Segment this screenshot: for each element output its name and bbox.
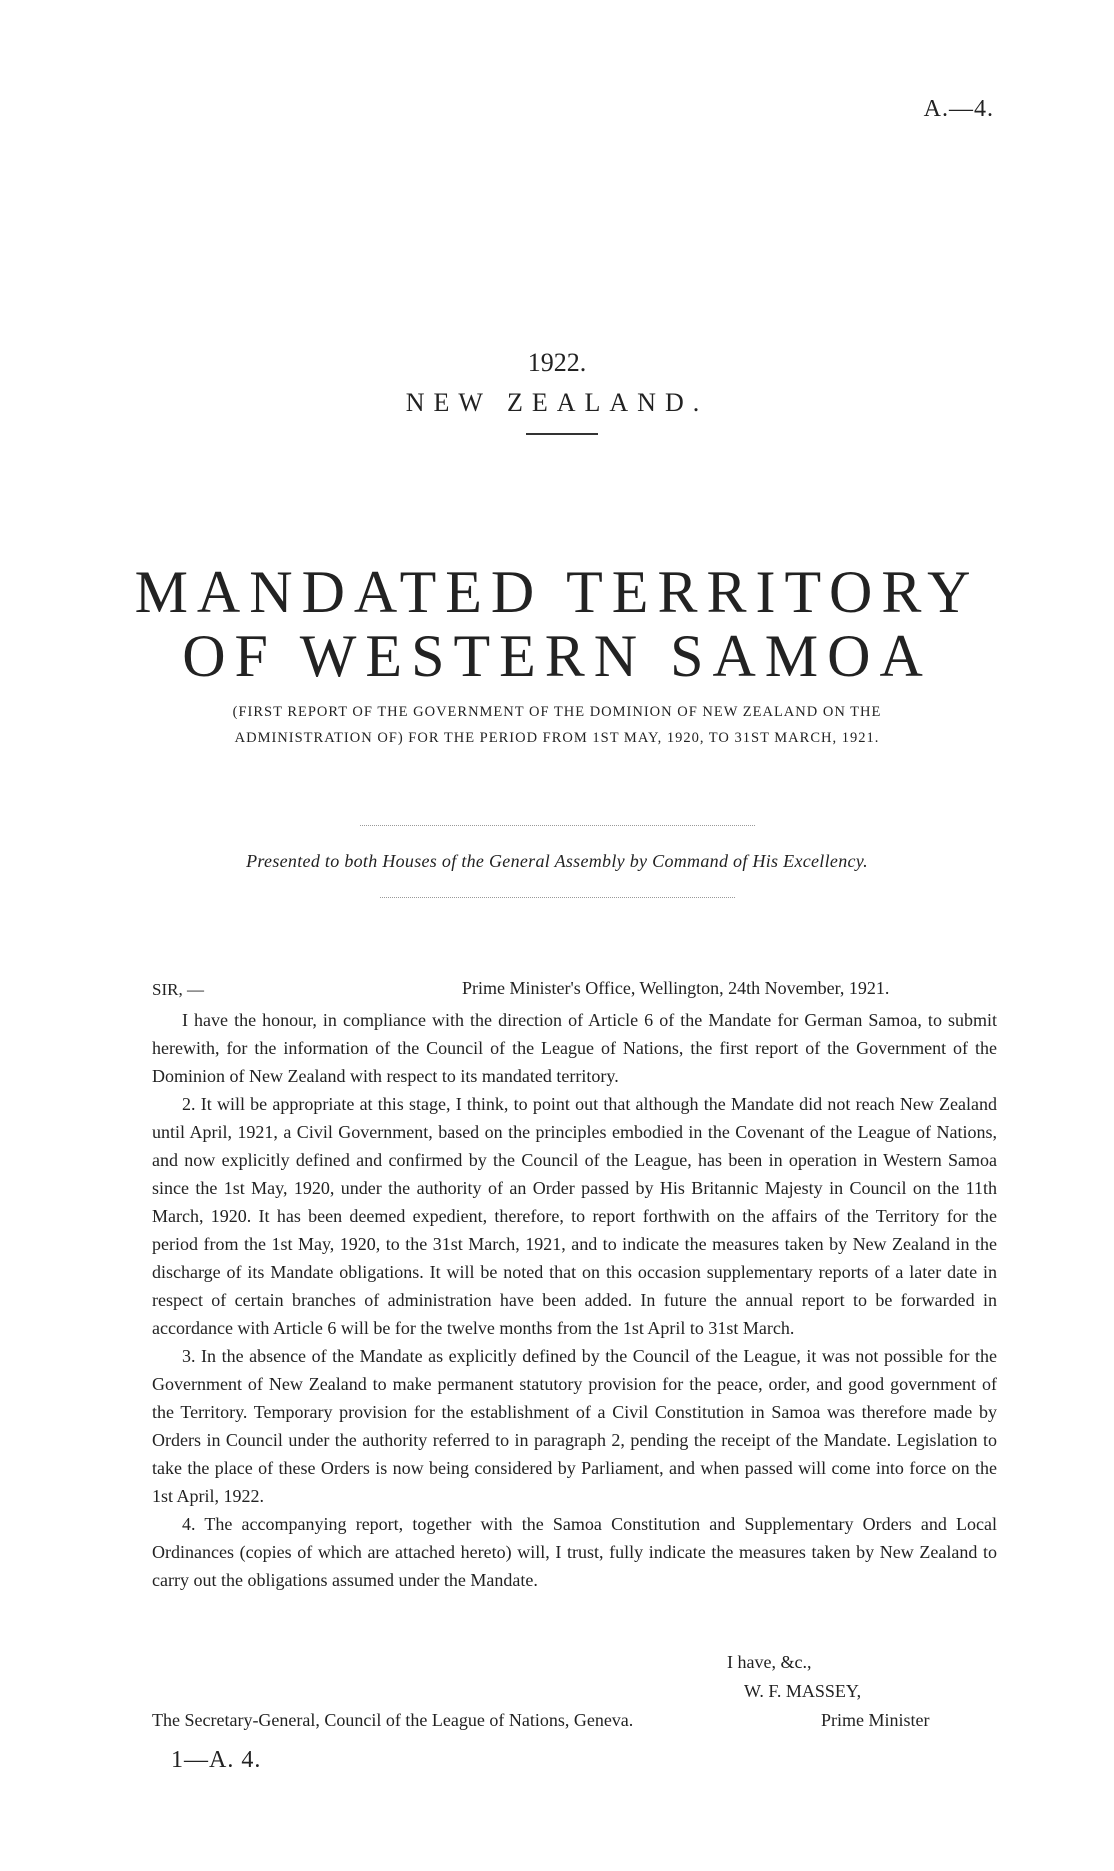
dotted-divider-bottom — [380, 897, 735, 898]
footer-code: 1—A. 4. — [171, 1747, 262, 1773]
country-heading: NEW ZEALAND. — [405, 388, 709, 417]
short-divider — [526, 433, 598, 435]
main-title-line-2: OF WESTERN SAMOA — [182, 623, 932, 689]
closing: I have, &c., — [727, 1652, 812, 1672]
dateline: Prime Minister's Office, Wellington, 24th November, 1921. — [462, 978, 890, 998]
document-code-header: A.—4. — [923, 96, 994, 122]
subtitle-line-2: ADMINISTRATION OF) FOR THE PERIOD FROM 1ST MAY, 1920, TO 31ST MARCH, 1921. — [234, 730, 880, 746]
signer-title: Prime Minister — [821, 1710, 930, 1730]
year: 1922. — [527, 348, 587, 377]
presented-notice: Presented to both Houses of the General Assembly by Command of His Excellency. — [246, 851, 868, 871]
paragraph-2: 2. It will be appropriate at this stage, I think, to point out that although the Mandate did not reach New Zealand until April, 1921, a Civil Government, based on the principles embodied in the Covenant of the League of Nations, and now explicitly defined and confirmed by the Council of the League, has been in operation in Western Samoa since the 1st May, 1920, under the authority of an Order passed by His Britannic Majesty in Council on the 11th March, 1920. It has been deemed expedient, therefore, to report forthwith on the affairs of the Territory for the period from the 1st May, 1920, to the 31st March, 1921, and to indicate the measures taken by New Zealand in the discharge of its Mandate obligations. It will be noted that on this occasion supplementary reports of a later date in respect of certain branches of administration have been added. In future the annual report to be forwarded in accordance with Article 6 will be for the twelve months from the 1st April to 31st March. — [152, 1094, 997, 1338]
paragraph-1: I have the honour, in compliance with the direction of Article 6 of the Mandate for German Samoa, to submit herewith, for the information of the Council of the League of Nations, the first report of the Government of the Dominion of New Zealand with respect to its mandated territory. — [152, 1010, 997, 1086]
paragraph-4: 4. The accompanying report, together with the Samoa Constitution and Supplementary Orders and Local Ordinances (copies of which are attached hereto) will, I trust, fully indicate the measures taken by New Zealand to carry out the obligations assumed under the Mandate. — [152, 1514, 997, 1590]
salutation: SIR, — — [152, 980, 204, 999]
letter-body — [152, 1006, 997, 1594]
subtitle-line-1: (FIRST REPORT OF THE GOVERNMENT OF THE DOMINION OF NEW ZEALAND ON THE — [232, 704, 882, 720]
paragraph-3: 3. In the absence of the Mandate as explicitly defined by the Council of the League, it was not possible for the Government of New Zealand to make permanent statutory provision for the peace, order, and good government of the Territory. Temporary provision for the establishment of a Civil Constitution in Samoa was therefore made by Orders in Council under the authority referred to in paragraph 2, pending the receipt of the Mandate. Legislation to take the place of these Orders is now being considered by Parliament, and when passed will come into force on the 1st April, 1922. — [152, 1346, 997, 1506]
main-title-line-1: MANDATED TERRITORY — [134, 559, 980, 625]
signer-name: W. F. MASSEY, — [744, 1681, 862, 1701]
addressee: The Secretary-General, Council of the League of Nations, Geneva. — [152, 1710, 634, 1730]
dotted-divider-top — [360, 825, 755, 826]
